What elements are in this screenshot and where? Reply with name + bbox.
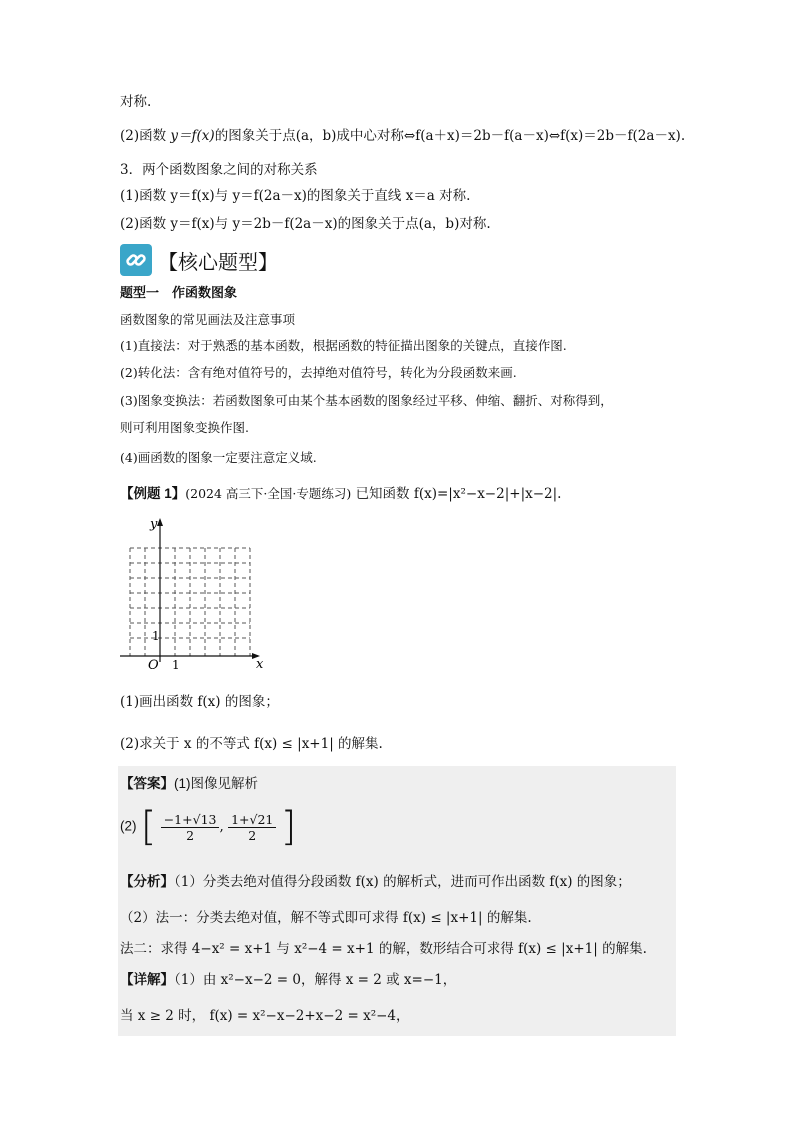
- example-line: [120, 484, 561, 504]
- detail-line-2: 当 x ≥ 2 时， f(x) = x²−x−2+x−2 = x²−4，: [120, 1008, 410, 1024]
- text-line: 对称.: [120, 94, 152, 110]
- text-line: (2)函数 y＝f(x)与 y＝2b－f(2a－x)的图象关于点(a，b)对称.: [120, 216, 491, 232]
- text-fragment: (2)函数: [120, 128, 171, 144]
- analysis-line-2: （2）法一：分类去绝对值，解不等式即可求得 f(x) ≤ |x+1| 的解集.: [120, 910, 532, 926]
- text-fragment: 的图象关于点(a，b)成中心对称⇔f(a＋x)＝2b－f(a－x)⇔f(x)＝2b－f(2a－x).: [214, 128, 686, 144]
- answer-part-2-prefix: (2): [120, 818, 137, 834]
- topic-item: (4)画函数的图象一定要注意定义域.: [120, 450, 317, 465]
- math-fragment: y＝f(x): [170, 128, 215, 144]
- fraction: [161, 812, 220, 843]
- example-label: 【例题 1】: [120, 486, 186, 501]
- fraction-denominator: 2: [186, 827, 195, 843]
- y-axis-label: y: [150, 517, 158, 532]
- core-topic-heading: [120, 240, 278, 280]
- x-tick-label: 1: [172, 658, 180, 672]
- question-2: (2)求关于 x 的不等式 f(x) ≤ |x+1| 的解集.: [120, 736, 383, 752]
- text-line: (1)函数 y＝f(x)与 y＝f(2a－x)的图象关于直线 x＝a 对称.: [120, 188, 471, 204]
- analysis-line-3: 法二：求得 4−x² = x+1 与 x²−4 = x+1 的解，数形结合可求得 f(x) ≤ |x+1| 的解集.: [120, 941, 647, 957]
- detail-label: 【详解】: [120, 972, 174, 987]
- analysis-label: 【分析】: [120, 874, 174, 889]
- link-icon: [120, 244, 152, 276]
- example-source: (2024 高三下·全国·专题练习): [185, 486, 352, 501]
- answer-line-2: (2) [ $\frac{-1+√13}{2}$ , $\frac{1+√21}{2}$ ]: [120, 804, 297, 850]
- topic-item: 则可利用图象变换作图.: [120, 420, 249, 435]
- analysis-text: （1）分类去绝对值得分段函数 f(x) 的解析式，进而可作出函数 f(x) 的图象；: [174, 874, 631, 890]
- topic-item: (1)直接法：对于熟悉的基本函数，根据函数的特征描出图象的关键点，直接作图.: [120, 338, 567, 353]
- answer-label: 【答案】: [120, 776, 174, 791]
- detail-line-1: [120, 968, 456, 988]
- right-bracket: ]: [280, 804, 297, 850]
- topic-item: (2)转化法：含有绝对值符号的，去掉绝对值符号，转化为分段函数来画.: [120, 365, 517, 380]
- example-text: 已知函数 f(x)=|x²−x−2|+|x−2|.: [355, 486, 562, 502]
- topic-title: 题型一 作函数图象: [120, 285, 238, 300]
- coordinate-grid: [118, 512, 278, 672]
- left-bracket: [: [140, 804, 157, 850]
- analysis-line-1: [120, 870, 631, 890]
- fraction-numerator: −1+√13: [161, 812, 220, 828]
- x-axis-label: x: [256, 657, 264, 672]
- topic-intro: 函数图象的常见画法及注意事项: [120, 312, 296, 327]
- fraction: [228, 812, 276, 843]
- y-tick-label: 1: [152, 629, 160, 643]
- detail-text: （1）由 x²−x−2 = 0，解得 x = 2 或 x=−1，: [174, 972, 457, 988]
- answer-line-1: [120, 772, 258, 792]
- topic-item: (3)图象变换法：若函数图象可由某个基本函数的图象经过平移、伸缩、翻折、对称得到，: [120, 393, 613, 408]
- question-1: (1)画出函数 f(x) 的图象；: [120, 694, 279, 710]
- fraction-denominator: 2: [248, 827, 257, 843]
- origin-label: O: [148, 658, 159, 672]
- heading-title: 【核心题型】: [158, 249, 278, 274]
- answer-part-1: (1)图像见解析: [174, 776, 258, 791]
- y-axis-arrow: [157, 518, 163, 526]
- section-heading: 3．两个函数图象之间的对称关系: [120, 162, 318, 178]
- fraction-numerator: 1+√21: [228, 812, 276, 828]
- text-line: [120, 126, 685, 146]
